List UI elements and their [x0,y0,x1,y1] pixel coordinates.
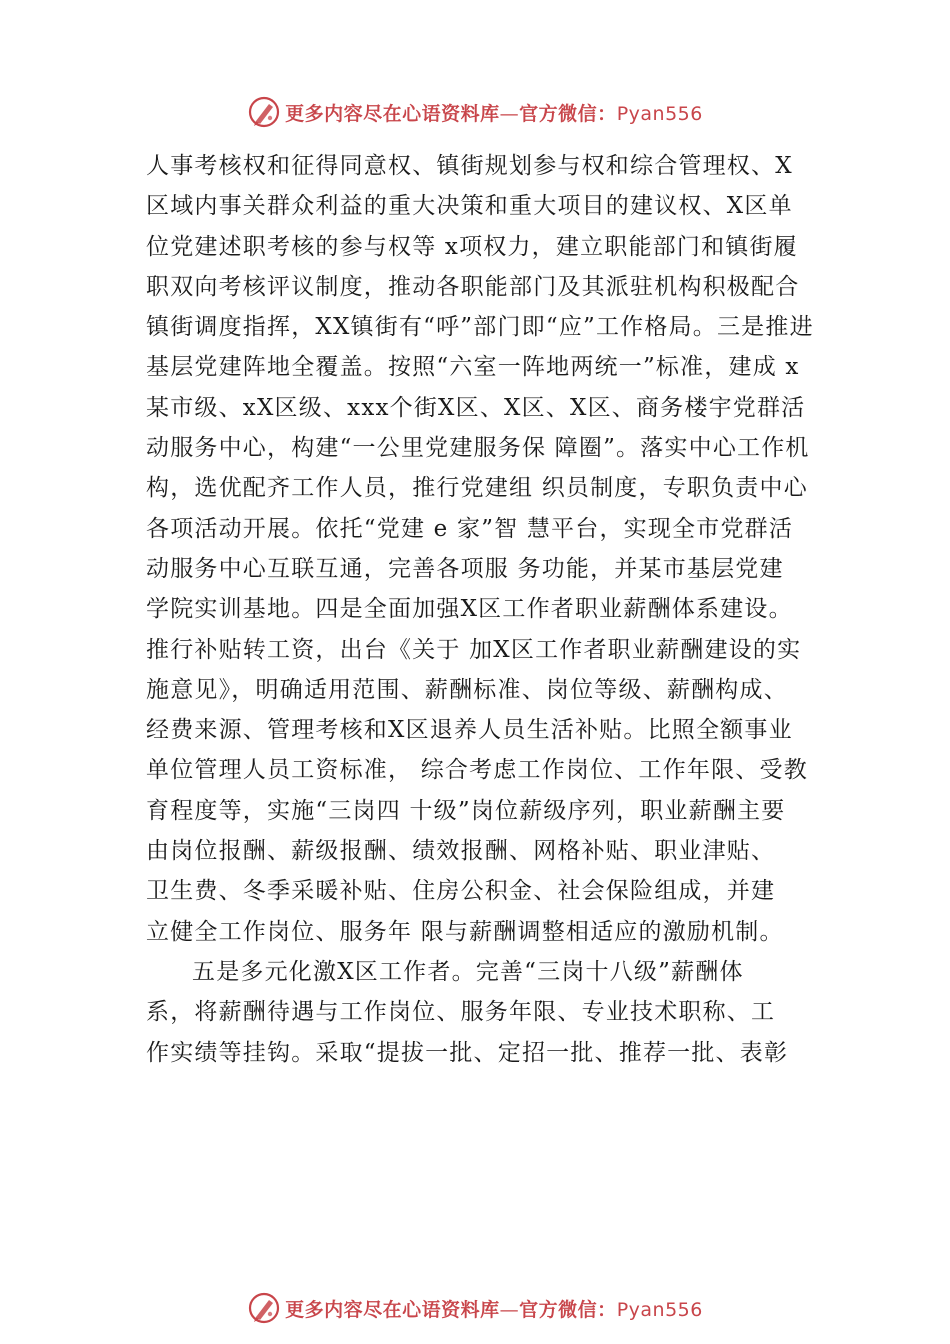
text-line: 职双向考核评议制度，推动各职能部门及其派驻机构积极配合 [146,273,800,300]
pen-logo-icon [247,1291,281,1325]
watermark-prefix: 更多内容尽在心语资料库 [285,1298,500,1321]
text-line: 作实绩等挂钩。采取“提拔一批、定招一批、推荐一批、表彰 [146,1039,789,1066]
text-line: 各项活动开展。依托“党建 e 家”智 慧平台，实现全市党群活 [146,515,794,542]
watermark-prefix: 更多内容尽在心语资料库 [285,102,500,125]
pen-logo-icon [247,95,281,129]
watermark-wechat-id: Pyan556 [616,1298,703,1321]
document-body [146,146,836,1073]
text-line: 经费来源、管理考核和X区退养人员生活补贴。比照全额事业 [146,717,793,744]
text-line: 推行补贴转工资，出台《关于 加X区工作者职业薪酬建设的实 [146,636,802,663]
text-line: 由岗位报酬、薪级报酬、绩效报酬、网格补贴、职业津贴、 [146,838,776,865]
paragraph-first-line: 五是多元化激X区工作者。完善“三岗十八级”薪酬体 [192,958,744,985]
watermark-text [285,99,703,126]
watermark-wechat-label: 官方微信： [519,102,617,125]
watermark-dash: — [499,102,520,125]
watermark-dash: — [499,1298,520,1321]
header-watermark [0,92,950,132]
text-line: 施意见》，明确适用范围、薪酬标准、岗位等级、薪酬构成、 [146,676,788,703]
text-line: 动服务中心，构建“一公里党建服务保 障圈”。落实中心工作机 [146,435,810,462]
text-line: 立健全工作岗位、服务年 限与薪酬调整相适应的激励机制。 [146,918,784,945]
watermark-text [285,1295,703,1322]
text-line: 动服务中心互联互通，完善各项服 务功能，并某市基层党建 [146,555,784,582]
text-line: 学院实训基地。四是全面加强X区工作者职业薪酬体系建设。 [146,596,793,623]
text-line: 卫生费、冬季采暖补贴、住房公积金、社会保险组成，并建 [146,878,776,905]
text-line: 镇街调度指挥，XX镇街有“呼”部门即“应”工作格局。三是推进 [146,314,814,341]
text-line: 单位管理人员工资标准， 综合考虑工作岗位、工作年限、受教 [146,757,808,784]
text-line: 位党建述职考核的参与权等 x项权力，建立职能部门和镇街履 [146,233,798,260]
text-line: 某市级、xX区级、xxx个街X区、X区、X区、商务楼宇党群活 [146,394,806,421]
text-line: 育程度等，实施“三岗四 十级”岗位薪级序列，职业薪酬主要 [146,797,786,824]
text-line: 系，将薪酬待遇与工作岗位、服务年限、专业技术职称、工 [146,999,776,1026]
footer-watermark [0,1288,950,1328]
text-line: 构，选优配齐工作人员，推行党建组 织员制度，专职负责中心 [146,475,808,502]
text-line: 区域内事关群众利益的重大决策和重大项目的建议权、X区单 [146,193,793,220]
watermark-wechat-id: Pyan556 [616,102,703,125]
text-line: 基层党建阵地全覆盖。按照“六室一阵地两统一”标准，建成 x [146,354,800,381]
watermark-wechat-label: 官方微信： [519,1298,617,1321]
text-line: 人事考核权和征得同意权、镇街规划参与权和综合管理权、X [146,153,793,179]
